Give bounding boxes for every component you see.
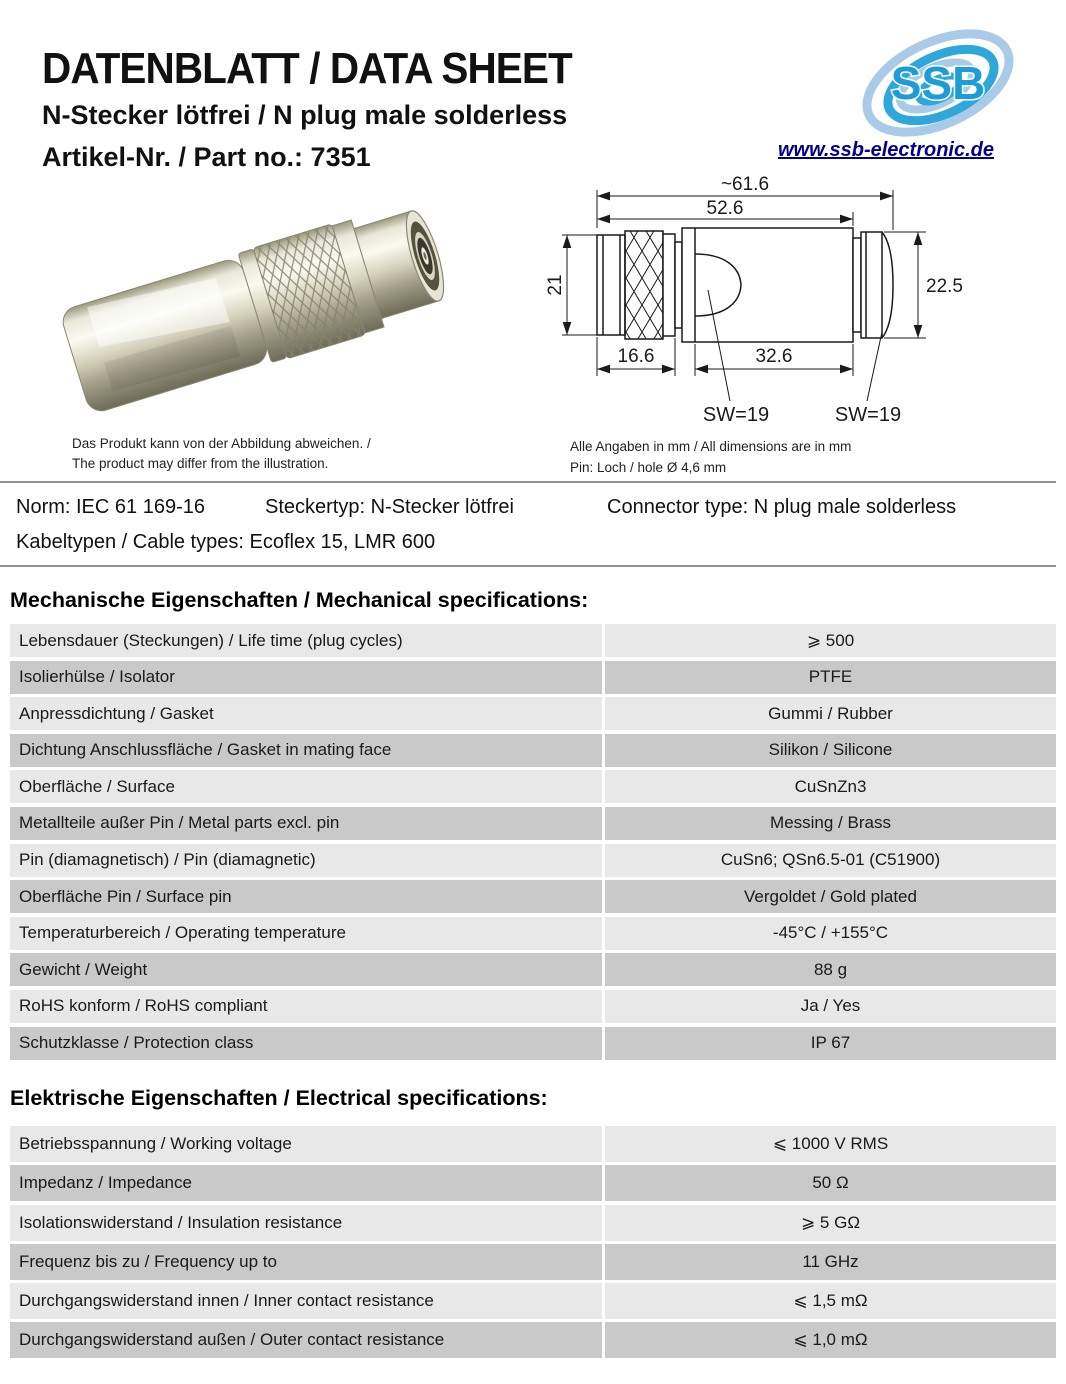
table-row xyxy=(10,990,1056,1023)
dim-left-diameter: 21 xyxy=(545,274,566,296)
table-row xyxy=(10,1205,1056,1241)
spec-label: Betriebsspannung / Working voltage xyxy=(10,1126,602,1162)
spec-value: Vergoldet / Gold plated xyxy=(605,880,1056,913)
spec-value: ⩽ 1,5 mΩ xyxy=(605,1283,1056,1319)
dim-right-diameter: 22.5 xyxy=(926,276,963,297)
product-subtitle: N-Stecker lötfrei / N plug male solderless xyxy=(42,100,568,130)
photo-caption-de: Das Produkt kann von der Abbildung abweichen. / xyxy=(72,436,371,451)
spec-label: Metallteile außer Pin / Metal parts excl. pin xyxy=(10,807,602,840)
spec-value: 11 GHz xyxy=(605,1244,1056,1280)
spec-label: Durchgangswiderstand außen / Outer contact resistance xyxy=(10,1322,602,1358)
table-row xyxy=(10,1165,1056,1201)
spec-label: Isolierhülse / Isolator xyxy=(10,661,602,694)
spec-label: Pin (diamagnetisch) / Pin (diamagnetic) xyxy=(10,844,602,877)
dim-nut-length: 16.6 xyxy=(617,346,655,367)
spec-label: Oberfläche Pin / Surface pin xyxy=(10,880,602,913)
spec-label: Gewicht / Weight xyxy=(10,953,602,986)
table-row xyxy=(10,624,1056,657)
page-title: DATENBLATT / DATA SHEET xyxy=(42,44,572,93)
drawing-notes xyxy=(570,439,851,475)
spec-label: Isolationswiderstand / Insulation resistance xyxy=(10,1205,602,1241)
spec-label: Dichtung Anschlussfläche / Gasket in mating face xyxy=(10,734,602,767)
table-row xyxy=(10,1283,1056,1319)
dim-total-length: ~61.6 xyxy=(720,174,770,195)
spec-value: 88 g xyxy=(605,953,1056,986)
dim-hex-length: 32.6 xyxy=(755,346,793,367)
spec-label: RoHS konform / RoHS compliant xyxy=(10,990,602,1023)
website-link[interactable]: www.ssb-electronic.de xyxy=(778,139,994,161)
photo-caption-en: The product may differ from the illustration. xyxy=(72,456,329,471)
spec-value: ⩾ 500 xyxy=(605,624,1056,657)
ssb-logo xyxy=(850,28,1026,140)
plug-type-de: Steckertyp: N-Stecker lötfrei xyxy=(265,496,514,518)
table-row xyxy=(10,1322,1056,1358)
dim-body-length: 52.6 xyxy=(706,198,744,219)
electrical-heading: Elektrische Eigenschaften / Electrical specifications: xyxy=(10,1086,548,1110)
note-units: Alle Angaben in mm / All dimensions are in mm xyxy=(570,439,852,454)
spec-value: 50 Ω xyxy=(605,1165,1056,1201)
separator-top xyxy=(0,481,1056,483)
table-row xyxy=(10,917,1056,950)
spec-value: Gummi / Rubber xyxy=(605,697,1056,730)
spec-label: Durchgangswiderstand innen / Inner contact resistance xyxy=(10,1283,602,1319)
photo-caption xyxy=(72,434,371,474)
spec-value: Silikon / Silicone xyxy=(605,734,1056,767)
norm-standard: Norm: IEC 61 169-16 xyxy=(16,496,205,518)
product-photo xyxy=(55,183,515,438)
spec-value: PTFE xyxy=(605,661,1056,694)
table-row xyxy=(10,697,1056,730)
table-row xyxy=(10,661,1056,694)
electrical-table xyxy=(10,1126,1056,1362)
spec-label: Anpressdichtung / Gasket xyxy=(10,697,602,730)
spec-label: Temperaturbereich / Operating temperature xyxy=(10,917,602,950)
spec-label: Oberfläche / Surface xyxy=(10,770,602,803)
part-number: Artikel-Nr. / Part no.: 7351 xyxy=(42,142,371,172)
cable-types: Kabeltypen / Cable types: Ecoflex 15, LMR 600 xyxy=(16,531,436,553)
spec-value: -45°C / +155°C xyxy=(605,917,1056,950)
table-row xyxy=(10,880,1056,913)
table-row xyxy=(10,1126,1056,1162)
connector-outline xyxy=(597,228,893,342)
spec-value: Ja / Yes xyxy=(605,990,1056,1023)
spec-value: IP 67 xyxy=(605,1027,1056,1060)
spec-label: Schutzklasse / Protection class xyxy=(10,1027,602,1060)
table-row xyxy=(10,953,1056,986)
wrench-size-right: SW=19 xyxy=(834,404,902,426)
table-row xyxy=(10,770,1056,803)
technical-drawing xyxy=(530,170,1066,480)
mechanical-heading: Mechanische Eigenschaften / Mechanical specifications: xyxy=(10,588,589,612)
table-row xyxy=(10,844,1056,877)
spec-value: ⩾ 5 GΩ xyxy=(605,1205,1056,1241)
spec-value: CuSnZn3 xyxy=(605,770,1056,803)
spec-label: Frequenz bis zu / Frequency up to xyxy=(10,1244,602,1280)
table-row xyxy=(10,1027,1056,1060)
spec-value: CuSn6; QSn6.5-01 (C51900) xyxy=(605,844,1056,877)
note-pin-hole: Pin: Loch / hole Ø 4,6 mm xyxy=(570,460,727,475)
spec-label: Lebensdauer (Steckungen) / Life time (plug cycles) xyxy=(10,624,602,657)
table-row xyxy=(10,807,1056,840)
mechanical-table xyxy=(10,624,1056,1063)
wrench-size-left: SW=19 xyxy=(702,404,770,426)
table-row xyxy=(10,734,1056,767)
spec-label: Impedanz / Impedance xyxy=(10,1165,602,1201)
logo-text: SSB xyxy=(890,57,986,109)
separator-bottom xyxy=(0,565,1056,567)
table-row xyxy=(10,1244,1056,1280)
spec-value: ⩽ 1000 V RMS xyxy=(605,1126,1056,1162)
spec-value: ⩽ 1,0 mΩ xyxy=(605,1322,1056,1358)
plug-type-en: Connector type: N plug male solderless xyxy=(607,496,957,518)
spec-value: Messing / Brass xyxy=(605,807,1056,840)
